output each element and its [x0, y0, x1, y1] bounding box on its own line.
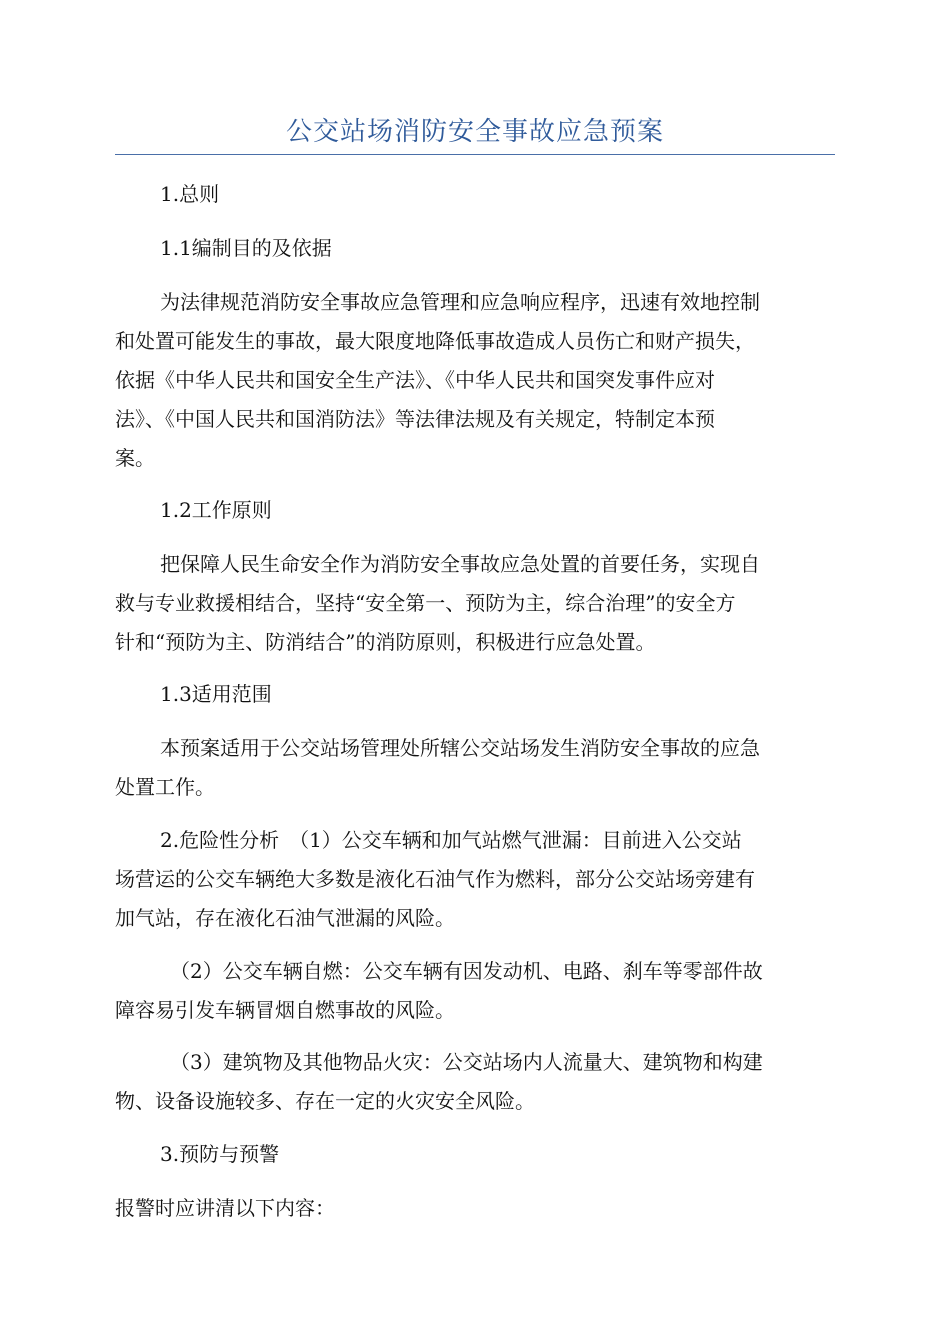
subsection-heading-purpose: 1.1编制目的及依据	[160, 236, 332, 260]
paragraph-line: 和处置可能发生的事故，最大限度地降低事故造成人员伤亡和财产损失，	[115, 329, 755, 353]
paragraph-line: 加气站，存在液化石油气泄漏的风险。	[115, 906, 455, 930]
paragraph-line: 法》、《中国人民共和国消防法》等法律法规及有关规定，特制定本预	[115, 407, 715, 431]
paragraph-line: 依据《中华人民共和国安全生产法》、《中华人民共和国突发事件应对	[115, 368, 715, 392]
paragraph-line: 把保障人民生命安全作为消防安全事故应急处置的首要任务，实现自	[160, 552, 760, 576]
paragraph-line: 物、设备设施较多、存在一定的火灾安全风险。	[115, 1089, 535, 1113]
paragraph-line: 障容易引发车辆冒烟自燃事故的风险。	[115, 998, 455, 1022]
section-heading-prevention: 3.预防与预警	[160, 1142, 280, 1166]
paragraph-line: 本预案适用于公交站场管理处所辖公交站场发生消防安全事故的应急	[160, 736, 760, 760]
paragraph-line: 针和“预防为主、防消结合”的消防原则，积极进行应急处置。	[115, 630, 656, 654]
paragraph-line: （3）建筑物及其他物品火灾：公交站场内人流量大、建筑物和构建	[170, 1050, 763, 1074]
paragraph-line: 2.危险性分析 （1）公交车辆和加气站燃气泄漏：目前进入公交站	[160, 828, 742, 852]
document-title: 公交站场消防安全事故应急预案	[285, 117, 664, 147]
paragraph-line: 处置工作。	[115, 775, 215, 799]
section-heading-general: 1.总则	[160, 182, 220, 206]
title-underline	[115, 154, 835, 155]
paragraph-line: 救与专业救援相结合，坚持“安全第一、预防为主，综合治理”的安全方	[115, 591, 736, 615]
paragraph-line: 案。	[115, 446, 155, 470]
subsection-heading-principles: 1.2工作原则	[160, 498, 272, 522]
paragraph-line: （2）公交车辆自燃：公交车辆有因发动机、电路、刹车等零部件故	[170, 959, 763, 983]
subsection-heading-scope: 1.3适用范围	[160, 682, 272, 706]
paragraph-line: 场营运的公交车辆绝大多数是液化石油气作为燃料，部分公交站场旁建有	[115, 867, 755, 891]
paragraph-line: 为法律规范消防安全事故应急管理和应急响应程序，迅速有效地控制	[160, 290, 760, 314]
paragraph-line: 报警时应讲清以下内容：	[115, 1196, 335, 1220]
